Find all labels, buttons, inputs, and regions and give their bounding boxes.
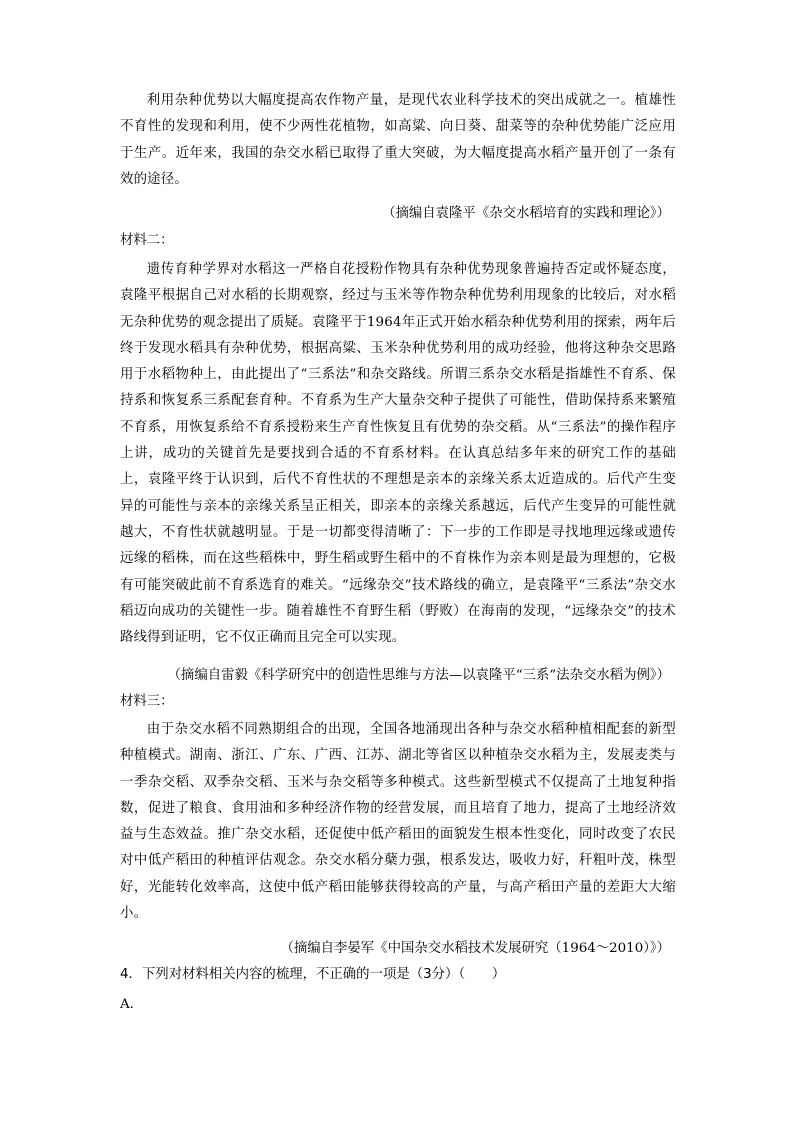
material3-label: 材料三： xyxy=(120,694,174,709)
material2-label: 材料二： xyxy=(120,233,174,248)
question-4: 4．下列对材料相关内容的梳理，不正确的一项是（3分）（ ） xyxy=(120,967,506,982)
material1-source: （摘编自袁隆平《杂交水稻培育的实践和理论》） xyxy=(382,206,670,221)
material1-paragraph: 利用杂种优势以大幅度提高农作物产量，是现代农业科学技术的突出成就之一。植雄性不育性的发现和利用，使不少两性花植物，如高粱、向日葵、甜菜等的杂种优势能广泛应用于生产。近年来，我国的杂交水稻已取得了重大突破，为大幅度提高水稻产量开创了一条有效的途径。 xyxy=(120,93,676,187)
material2-source: （摘编自雷毅《科学研究中的创造性思维与方法—以袁隆平“三系”法杂交水稻为例》） xyxy=(167,668,670,683)
material3-paragraph: 由于杂交水稻不同熟期组合的出现，全国各地涌现出各种与杂交水稻种植相配套的新型种植模式。湖南、浙江、广东、广西、江苏、湖北等省区以种植杂交水稻为主，发展麦类与一季杂交稻、双季杂交稻、玉米与杂交稻等多种模式。这些新型模式不仅提高了土地复种指数，促进了粮食、食用油和多种经济作物的经营发展，而且培育了地力，提高了土地经济效益与生态效益。推广杂交水稻，还促使中低产稻田的面貌发生根本性变化，同时改变了农民对中低产稻田的种植评估观念。杂交水稻分蘖力强，根系发达，吸收力好，秆粗叶茂，株型好，光能转化效率高，这使中低产稻田能够获得较高的产量，与高产稻田产量的差距大大缩小。 xyxy=(120,722,676,922)
option-a: A． xyxy=(120,997,144,1012)
material3-source: （摘编自李晏军《中国杂交水稻技术发展研究（1964～2010）》） xyxy=(280,941,670,956)
material2-paragraph: 遗传育种学界对水稻这一严格自花授粉作物具有杂种优势现象普遍持否定或怀疑态度，袁隆平根据自己对水稻的长期观察，经过与玉米等作物杂种优势利用现象的比较后，对水稻无杂种优势的观念提出了质疑。袁隆平于1964年正式开始水稻杂种优势利用的探索，两年后终于发现水稻具有杂种优势，根据高粱、玉米杂种优势利用的成功经验，他将这种杂交思路用于水稻物种上，由此提出了“三系法”和杂交路线。所谓三系杂交水稻是指雄性不育系、保持系和恢复系三系配套育种。不育系为生产大量杂交种子提供了可能性，借助保持系来繁殖不育系，用恢复系给不育系授粉来生产育性恢复且有优势的杂交稻。从“三系法”的操作程序上讲，成功的关键首先是要找到合适的不育系材料。在认真总结多年来的研究工作的基础上，袁隆平终于认识到，后代不育性状的不理想是亲本的亲缘关系太近造成的。后代产生变异的可能性与亲本的亲缘关系呈正相关，即亲本的亲缘关系越远，后代产生变异的可能性就越大，不育性状就越明显。于是一切都变得清晰了：下一步的工作即是寻找地理远缘或遗传远缘的稻株，而在这些稻株中，野生稻或野生稻中的不育株作为亲本则是最为理想的，它极有可能突破此前不育系选育的难关。“远缘杂交”技术路线的确立，是袁隆平“三系法”杂交水稻迈向成功的关键性一步。随着雄性不育野生稻（野败）在海南的发现，“远缘杂交”的技术路线得到证明，它不仅正确而且完全可以实现。 xyxy=(120,262,676,646)
